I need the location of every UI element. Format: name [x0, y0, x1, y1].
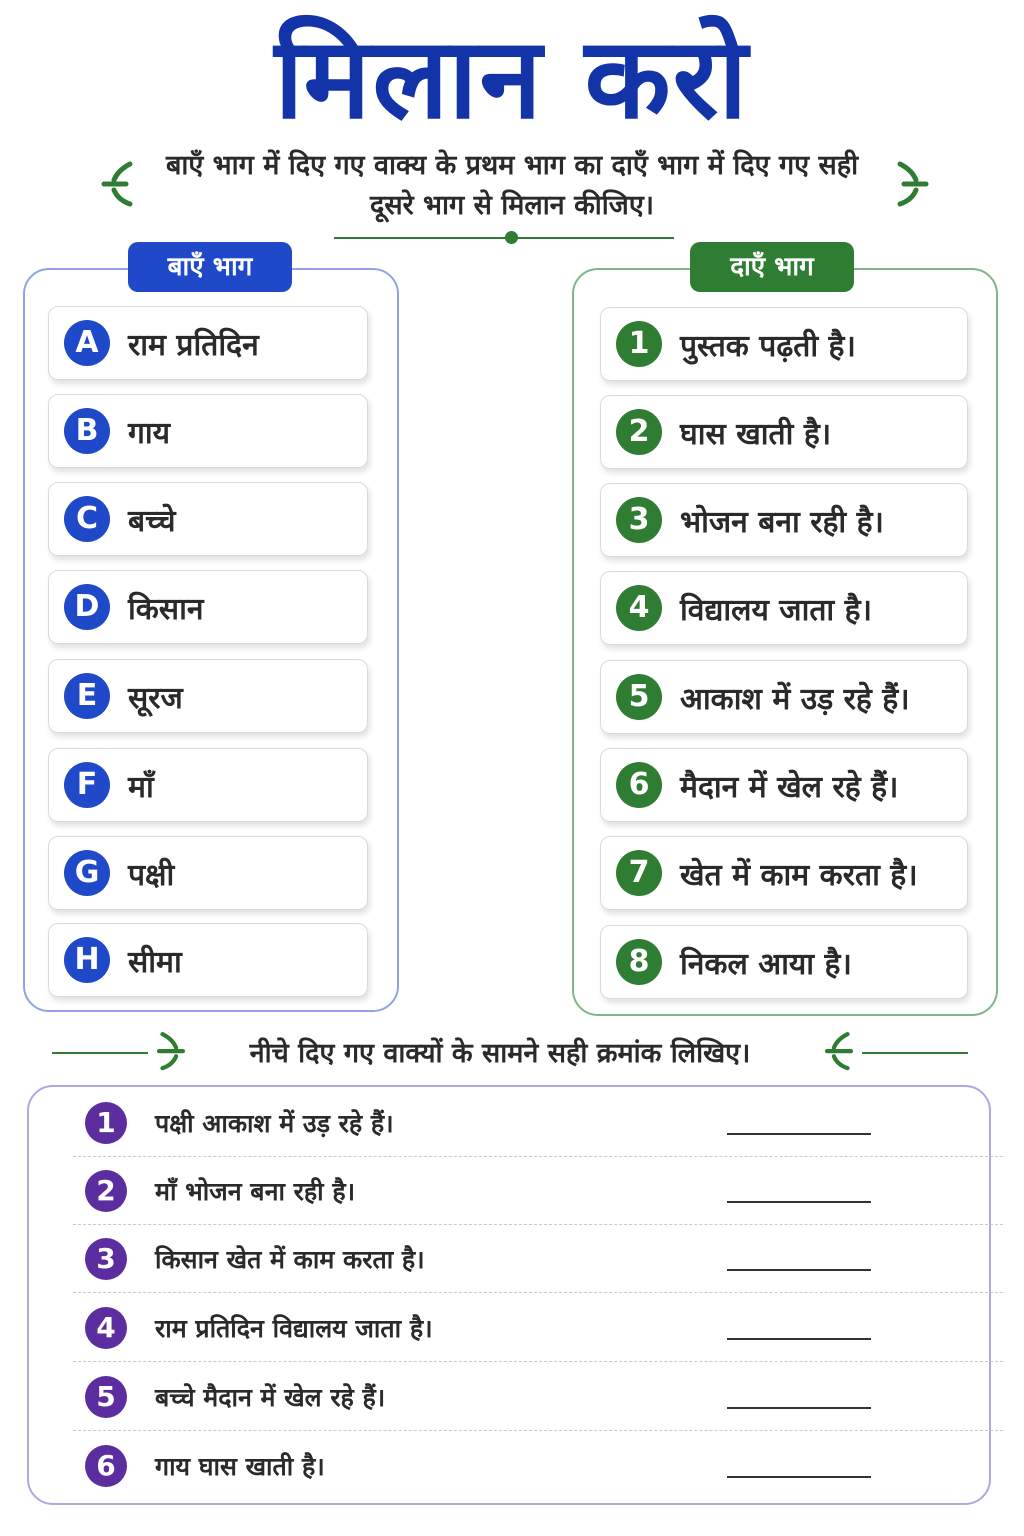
question-row	[73, 1157, 1003, 1225]
letter-badge: E	[64, 673, 110, 719]
answer-blank[interactable]	[727, 1133, 871, 1135]
question-row	[73, 1225, 1003, 1293]
left-item-d	[48, 570, 368, 644]
right-item-8	[600, 925, 968, 999]
question-instruction: नीचे दिए गए वाक्यों के सामने सही क्रमांक लिखिए।	[249, 1038, 751, 1069]
right-item-5	[600, 660, 968, 734]
question-row	[73, 1432, 1003, 1500]
left-item-text: गाय	[128, 415, 171, 451]
answer-blank[interactable]	[727, 1476, 871, 1478]
right-item-7	[600, 836, 968, 910]
answer-blank[interactable]	[727, 1269, 871, 1271]
divider	[334, 237, 674, 239]
question-row	[73, 1089, 1003, 1157]
left-item-a	[48, 306, 368, 380]
right-item-text: घास खाती है।	[680, 416, 832, 452]
right-item-3	[600, 483, 968, 557]
left-item-g	[48, 836, 368, 910]
question-box	[27, 1085, 991, 1505]
right-item-text: मैदान में खेल रहे हैं।	[680, 769, 899, 805]
right-item-text: निकल आया है।	[680, 946, 852, 982]
right-item-2	[600, 395, 968, 469]
letter-badge: G	[64, 850, 110, 896]
right-item-text: पुस्तक पढ़ती है।	[680, 328, 856, 364]
right-panel-heading: दाएँ भाग	[690, 242, 854, 292]
letter-badge: A	[64, 320, 110, 366]
answer-blank[interactable]	[727, 1201, 871, 1203]
right-item-text: आकाश में उड़ रहे हैं।	[680, 681, 910, 717]
right-item-6	[600, 748, 968, 822]
question-number-badge: 6	[85, 1445, 127, 1487]
page-title: मिलान करो	[274, 14, 750, 144]
left-item-text: माँ	[128, 769, 154, 805]
question-number-badge: 3	[85, 1238, 127, 1280]
left-item-c	[48, 482, 368, 556]
right-item-text: विद्यालय जाता है।	[680, 592, 872, 628]
question-number-badge: 1	[85, 1102, 127, 1144]
left-item-text: सीमा	[128, 944, 182, 980]
number-badge: 1	[616, 321, 662, 367]
answer-blank[interactable]	[727, 1338, 871, 1340]
left-item-text: सूरज	[128, 680, 183, 716]
number-badge: 4	[616, 585, 662, 631]
letter-badge: B	[64, 408, 110, 454]
number-badge: 8	[616, 939, 662, 985]
number-badge: 2	[616, 409, 662, 455]
question-number-badge: 2	[85, 1170, 127, 1212]
right-item-text: खेत में काम करता है।	[680, 857, 918, 893]
right-item-text: भोजन बना रही है।	[680, 504, 884, 540]
answer-blank[interactable]	[727, 1407, 871, 1409]
left-item-text: पक्षी	[128, 857, 175, 893]
left-item-h	[48, 923, 368, 997]
left-item-e	[48, 659, 368, 733]
question-text: राम प्रतिदिन विद्यालय जाता है।	[155, 1313, 433, 1343]
question-text: गाय घास खाती है।	[155, 1452, 325, 1481]
question-text: बच्चे मैदान में खेल रहे हैं।	[155, 1382, 386, 1412]
question-number-badge: 5	[85, 1376, 127, 1418]
divider-dot	[505, 231, 518, 244]
letter-badge: F	[64, 762, 110, 808]
number-badge: 7	[616, 850, 662, 896]
divider	[862, 1052, 968, 1054]
question-row	[73, 1294, 1003, 1362]
question-text: माँ भोजन बना रही है।	[155, 1176, 356, 1206]
left-panel-heading: बाएँ भाग	[128, 242, 292, 292]
left-item-text: बच्चे	[128, 503, 176, 539]
left-item-text: राम प्रतिदिन	[128, 327, 259, 363]
letter-badge: C	[64, 496, 110, 542]
question-text: किसान खेत में काम करता है।	[155, 1244, 425, 1274]
left-item-text: किसान	[128, 591, 204, 627]
letter-badge: D	[64, 584, 110, 630]
number-badge: 5	[616, 674, 662, 720]
letter-badge: H	[64, 937, 110, 983]
leaf-sprig-icon	[100, 160, 140, 210]
divider	[52, 1052, 148, 1054]
number-badge: 6	[616, 762, 662, 808]
question-text: पक्षी आकाश में उड़ रहे हैं।	[155, 1108, 394, 1138]
right-item-1	[600, 307, 968, 381]
leaf-sprig-icon	[822, 1030, 856, 1074]
left-item-f	[48, 748, 368, 822]
question-number-badge: 4	[85, 1307, 127, 1349]
leaf-sprig-icon	[890, 160, 930, 210]
right-item-4	[600, 571, 968, 645]
instruction-text: बाएँ भाग में दिए गए वाक्य के प्रथम भाग का दाएँ भाग में दिए गए सही दूसरे भाग से मिलान कीजिए।	[165, 150, 859, 221]
number-badge: 3	[616, 497, 662, 543]
question-row	[73, 1363, 1003, 1431]
left-item-b	[48, 394, 368, 468]
